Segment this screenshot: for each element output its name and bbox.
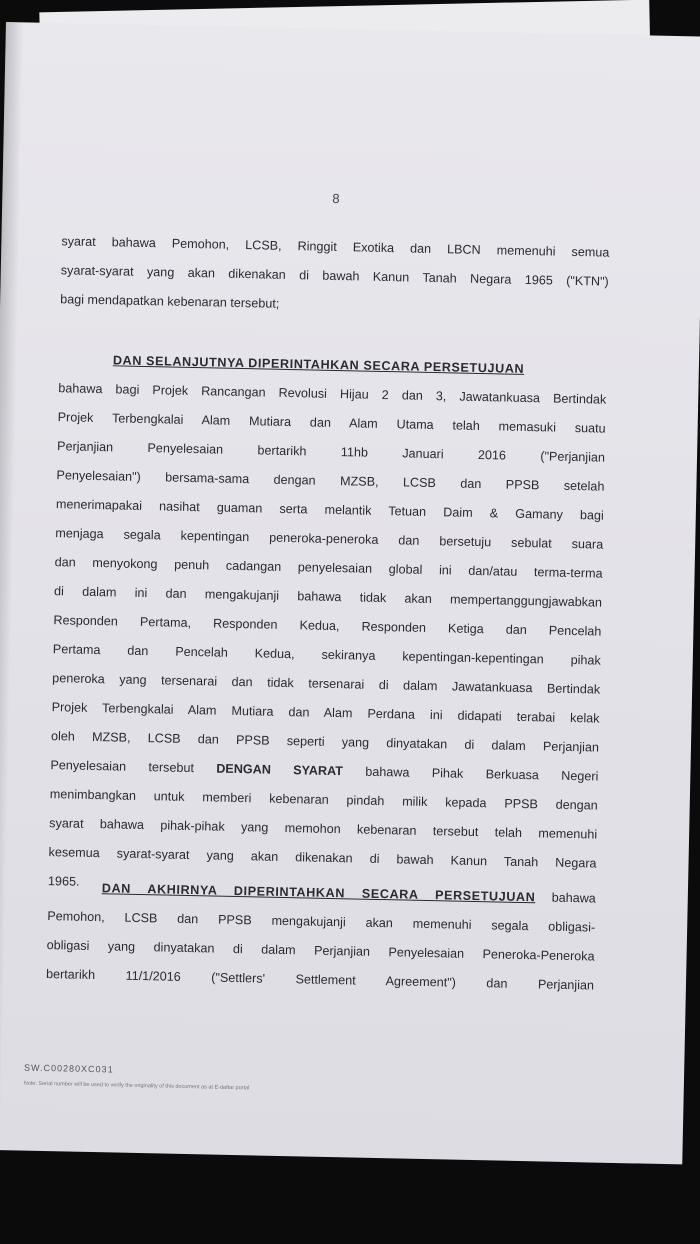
text-line: Projek Terbengkalai Alam Mutiara dan Alam Utama telah memasuki suatu: [57, 410, 606, 436]
page-number: 8: [332, 190, 340, 207]
text-line: dan menyokong penuh cadangan penyelesaian global ini dan/atau terma-terma: [54, 555, 603, 581]
paragraph-2: [48, 345, 607, 907]
text-line: syarat bahawa Pemohon, LCSB, Ringgit Exotika dan LBCN memenuhi semua: [61, 234, 610, 260]
text-line: obligasi yang dinyatakan di dalam Perjanjian Penyelesaian Peneroka-Peneroka: [46, 938, 595, 964]
text-line: menerimapakai nasihat guaman serta melantik Tetuan Daim & Gamany bagi: [55, 497, 604, 523]
text-line: oleh MZSB, LCSB dan PPSB seperti yang dinyatakan di dalam Perjanjian: [50, 729, 600, 755]
page-fold-shadow: [0, 22, 24, 1150]
text-line: Penyelesaian") bersama-sama dengan MZSB, LCSB dan PPSB setelah: [56, 468, 605, 494]
serial-number: SW.C00280XC031: [24, 1062, 114, 1075]
text-line: Responden Pertama, Responden Kedua, Responden Ketiga dan Pencelah: [53, 613, 602, 639]
text-line: Pemohon, LCSB dan PPSB mengakujanji akan memenuhi segala obligasi-: [47, 909, 596, 935]
document-page: [0, 22, 700, 1164]
heading-tail: bahawa: [535, 890, 596, 906]
paragraph-3: [46, 873, 596, 1000]
text-line: 1965.: [47, 874, 80, 889]
paragraph-1: [60, 227, 610, 325]
text-line: bagi mendapatkan kebenaran tersebut;: [60, 292, 280, 311]
text-line: syarat-syarat yang akan dikenakan di bawah Kanun Tanah Negara 1965 ("KTN"): [60, 263, 609, 289]
text-segment: bahawa Pihak Berkuasa Negeri: [342, 764, 599, 784]
text-line: menimbangkan untuk memberi kebenaran pindah milik kepada PPSB dengan: [49, 787, 598, 813]
text-line: bertarikh 11/1/2016 ("Settlers' Settlement Agreement") dan Perjanjian: [45, 967, 595, 993]
text-line: kesemua syarat-syarat yang akan dikenakan di bawah Kanun Tanah Negara: [48, 845, 597, 871]
text-line: syarat bahawa pihak-pihak yang memohon kebenaran tersebut telah memenuhi: [49, 816, 598, 842]
text-line: di dalam ini dan mengakujanji bahawa tidak akan mempertanggungjawabkan: [53, 584, 603, 610]
text-line: Projek Terbengkalai Alam Mutiara dan Alam Perdana ini didapati terabai kelak: [51, 700, 600, 726]
section-heading: DAN SELANJUTNYA DIPERINTAHKAN SECARA PERSETUJUAN: [112, 353, 525, 376]
text-line: Pertama dan Pencelah Kedua, sekiranya kepentingan-kepentingan pihak: [52, 642, 601, 668]
text-segment: Penyelesaian tersebut: [50, 758, 217, 776]
text-line: menjaga segala kepentingan peneroka-peneroka dan bersetuju sebulat suara: [55, 526, 604, 552]
text-line: bahawa bagi Projek Rancangan Revolusi Hijau 2 dan 3, Jawatankuasa Bertindak: [58, 381, 607, 407]
bold-term: DENGAN SYARAT: [216, 761, 344, 779]
section-heading: DAN AKHIRNYA DIPERINTAHKAN SECARA PERSETUJUAN: [101, 881, 536, 905]
text-line: peneroka yang tersenarai dan tidak tersenarai di dalam Jawatankuasa Bertindak: [52, 671, 601, 697]
serial-note: Note: Serial number will be used to verify the originality of this document as at E-daftar portal: [23, 1080, 250, 1092]
text-line: Perjanjian Penyelesaian bertarikh 11hb Januari 2016 ("Perjanjian: [56, 439, 606, 465]
